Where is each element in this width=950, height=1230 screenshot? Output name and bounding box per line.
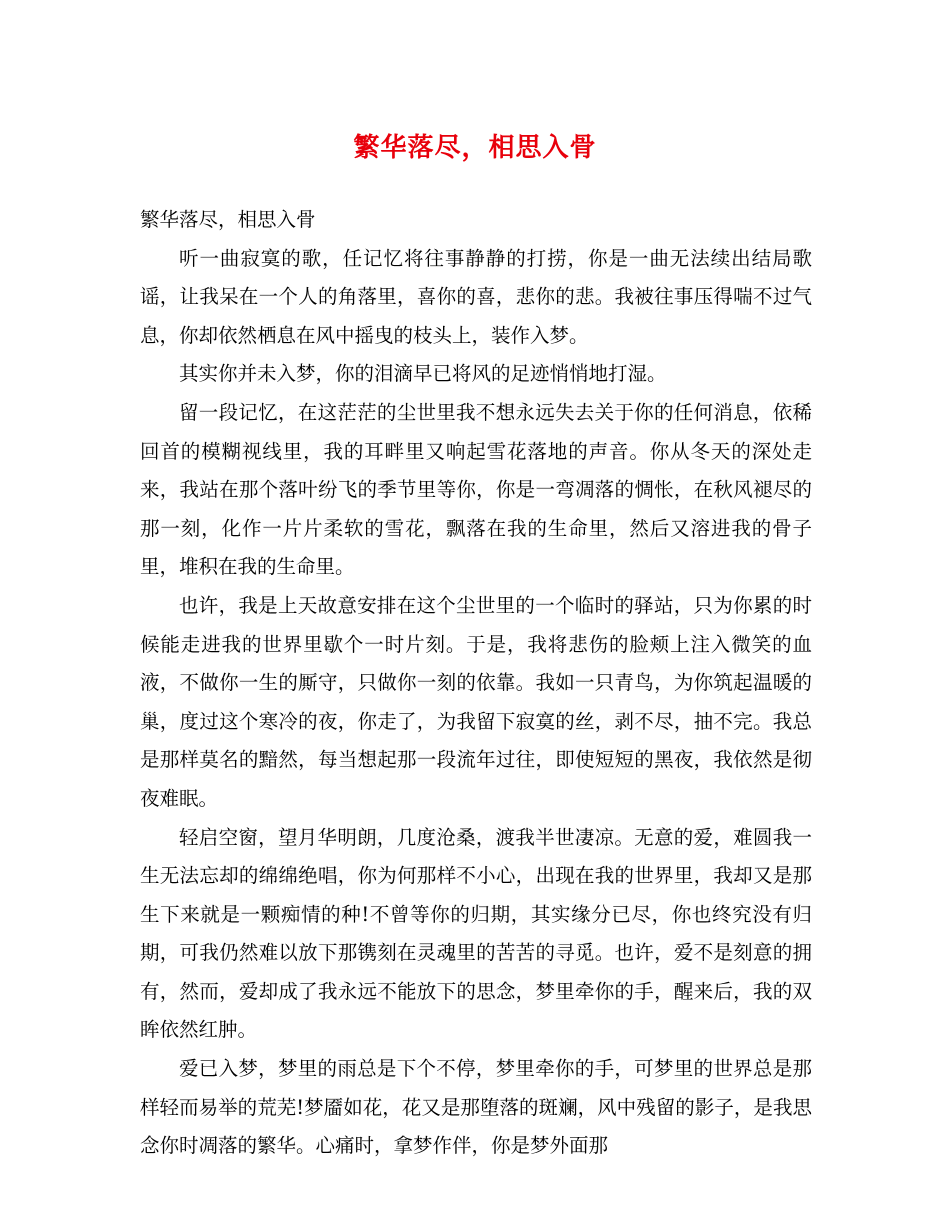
paragraph: 轻启空窗，望月华明朗，几度沧桑，渡我半世凄凉。无意的爱，难圆我一生无法忘却的绵绵绝唱，你为何那样不小心，出现在我的世界里，我却又是那生下来就是一颗痴情的种!不曾等你的归期，其实缘分已尽，你也终究没有归期，可我仍然难以放下那镌刻在灵魂里的苦苦的寻觅。也许，爱不是刻意的拥有，然而，爱却成了我永远不能放下的思念，梦里牵你的手，醒来后，我的双眸依然红肿。 (140, 825, 812, 1042)
document-body (140, 201, 812, 1166)
paragraph: 其实你并未入梦，你的泪滴早已将风的足迹悄悄地打湿。 (179, 362, 667, 386)
paragraph: 也许，我是上天故意安排在这个尘世里的一个临时的驿站，只为你累的时候能走进我的世界里歇个一时片刻。于是，我将悲伤的脸颊上注入微笑的血液，不做你一生的厮守，只做你一刻的依靠。我如一只青鸟，为你筑起温暖的巢，度过这个寒冷的夜，你走了，为我留下寂寞的丝，剥不尽，抽不完。我总是那样莫名的黯然，每当想起那一段流年过往，即使短短的黑夜，我依然是彻夜难眠。 (140, 593, 812, 810)
document-title: 繁华落尽，相思入骨 (353, 133, 597, 163)
paragraph: 留一段记忆，在这茫茫的尘世里我不想永远失去关于你的任何消息，依稀回首的模糊视线里，我的耳畔里又响起雪花落地的声音。你从冬天的深处走来，我站在那个落叶纷飞的季节里等你，你是一弯凋落的惆怅，在秋风褪尽的那一刻，化作一片片柔软的雪花，飘落在我的生命里，然后又溶进我的骨子里，堆积在我的生命里。 (140, 400, 812, 579)
document-subtitle: 繁华落尽，相思入骨 (140, 208, 316, 231)
paragraph: 爱已入梦，梦里的雨总是下个不停，梦里牵你的手，可梦里的世界总是那样轻而易举的荒芜!梦靥如花，花又是那堕落的斑斓，风中残留的影子，是我思念你时凋落的繁华。心痛时，拿梦作伴，你是梦外面那 (140, 1057, 812, 1158)
paragraph: 听一曲寂寞的歌，任记忆将往事静静的打捞，你是一曲无法续出结局歌谣，让我呆在一个人的角落里，喜你的喜，悲你的悲。我被往事压得喘不过气息，你却依然栖息在风中摇曳的枝头上，装作入梦。 (140, 246, 812, 347)
